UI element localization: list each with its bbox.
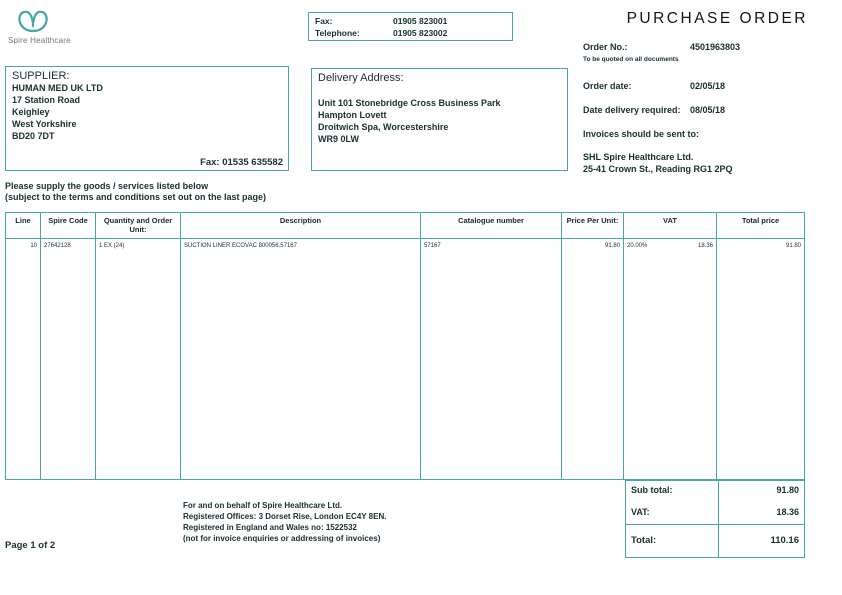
- fax-label: Fax:: [315, 16, 333, 26]
- header-quantity: Quantity and Order Unit:: [96, 213, 181, 239]
- footer-line: For and on behalf of Spire Healthcare Ltd.: [183, 501, 343, 510]
- supplier-line: West Yorkshire: [12, 119, 77, 129]
- delivery-line: WR9 0LW: [318, 134, 360, 144]
- contact-box: [308, 12, 513, 41]
- brand-name: Spire Healthcare: [8, 36, 71, 45]
- items-table: [5, 212, 805, 480]
- cell-vat-amount: 18.36: [697, 243, 713, 249]
- footer-line: (not for invoice enquiries or addressing of invoices): [183, 534, 381, 543]
- supply-instruction-line2: (subject to the terms and conditions set out on the last page): [5, 192, 267, 202]
- page-number: Page 1 of 2: [5, 540, 56, 551]
- supplier-heading: SUPPLIER:: [12, 70, 70, 82]
- delivery-line: Droitwich Spa, Worcestershire: [318, 122, 449, 132]
- cell-catalogue-number: 57167: [421, 239, 562, 479]
- order-date-value: 02/05/18: [690, 81, 726, 91]
- cell-quantity: 1 EX (24): [96, 239, 181, 479]
- supplier-box: [5, 66, 289, 171]
- header-price-per-unit: Price Per Unit:: [562, 213, 624, 239]
- delivery-required-value: 08/05/18: [690, 105, 726, 115]
- delivery-address-box: [311, 68, 568, 171]
- vat-total-label: VAT:: [626, 505, 719, 524]
- supplier-line: 17 Station Road: [12, 95, 81, 105]
- delivery-heading: Delivery Address:: [318, 72, 404, 84]
- supplier-fax: Fax: 01535 635582: [200, 157, 283, 168]
- cell-vat: [624, 239, 717, 479]
- order-no-line: [583, 42, 740, 52]
- telephone-value: 01905 823002: [393, 28, 448, 38]
- spire-logo: [8, 8, 98, 45]
- grand-total-value: 110.16: [719, 524, 804, 557]
- delivery-line: Unit 101 Stonebridge Cross Business Park: [318, 98, 501, 108]
- delivery-line: Hampton Lovett: [318, 110, 387, 120]
- cell-vat-rate: 20.00%: [627, 243, 648, 249]
- grand-total-label: Total:: [626, 524, 719, 557]
- totals-box: [625, 480, 805, 558]
- table-row: [6, 239, 804, 479]
- spire-logo-icon: [14, 8, 52, 34]
- header-spire-code: Spire Code: [41, 213, 96, 239]
- delivery-required-label: Date delivery required:: [583, 105, 681, 115]
- telephone-label: Telephone:: [315, 28, 360, 38]
- footer-line: Registered Offices: 3 Dorset Rise, London EC4Y 8EN.: [183, 512, 387, 521]
- supplier-line: Keighley: [12, 107, 50, 117]
- invoice-recipient-line1: SHL Spire Healthcare Ltd.: [583, 152, 694, 162]
- telephone-row: [315, 27, 506, 39]
- sub-total-value: 91.80: [776, 485, 799, 495]
- fax-row: [315, 15, 506, 27]
- page-title: PURCHASE ORDER: [626, 10, 808, 27]
- delivery-required-line: [583, 105, 725, 115]
- order-no-label: Order No.:: [583, 42, 628, 52]
- supplier-line: BD20 7DT: [12, 131, 55, 141]
- header-description: Description: [181, 213, 421, 239]
- order-date-line: [583, 81, 725, 91]
- footer-legal-block: [183, 500, 386, 544]
- items-table-header: [6, 213, 804, 239]
- quote-note: To be quoted on all documents: [583, 56, 679, 63]
- cell-total-price: 91.80: [785, 243, 801, 249]
- supply-instruction-line1: Please supply the goods / services listed below: [5, 181, 209, 191]
- header-total-price: Total price: [717, 213, 804, 239]
- footer-line: Registered in England and Wales no: 1522532: [183, 523, 357, 532]
- cell-line: 10: [6, 239, 41, 479]
- header-vat: VAT: [624, 213, 717, 239]
- cell-spire-code: 27642128: [41, 239, 96, 479]
- supplier-line: HUMAN MED UK LTD: [12, 83, 103, 93]
- cell-description: SUCTION LINER ECOVAC 800056.57167: [181, 239, 421, 479]
- delivery-address-lines: [318, 97, 561, 145]
- invoice-recipient-line2: 25-41 Crown St., Reading RG1 2PQ: [583, 164, 733, 174]
- sub-total-label: Sub total:: [626, 481, 719, 505]
- header-line: Line: [6, 213, 41, 239]
- header-catalogue-number: Catalogue number: [421, 213, 562, 239]
- order-date-label: Order date:: [583, 81, 632, 91]
- vat-total-value: 18.36: [776, 507, 799, 517]
- cell-price-per-unit: 91.80: [562, 239, 624, 479]
- order-no-value: 4501963803: [690, 42, 741, 52]
- fax-value: 01905 823001: [393, 16, 448, 26]
- invoices-heading: Invoices should be sent to:: [583, 129, 700, 139]
